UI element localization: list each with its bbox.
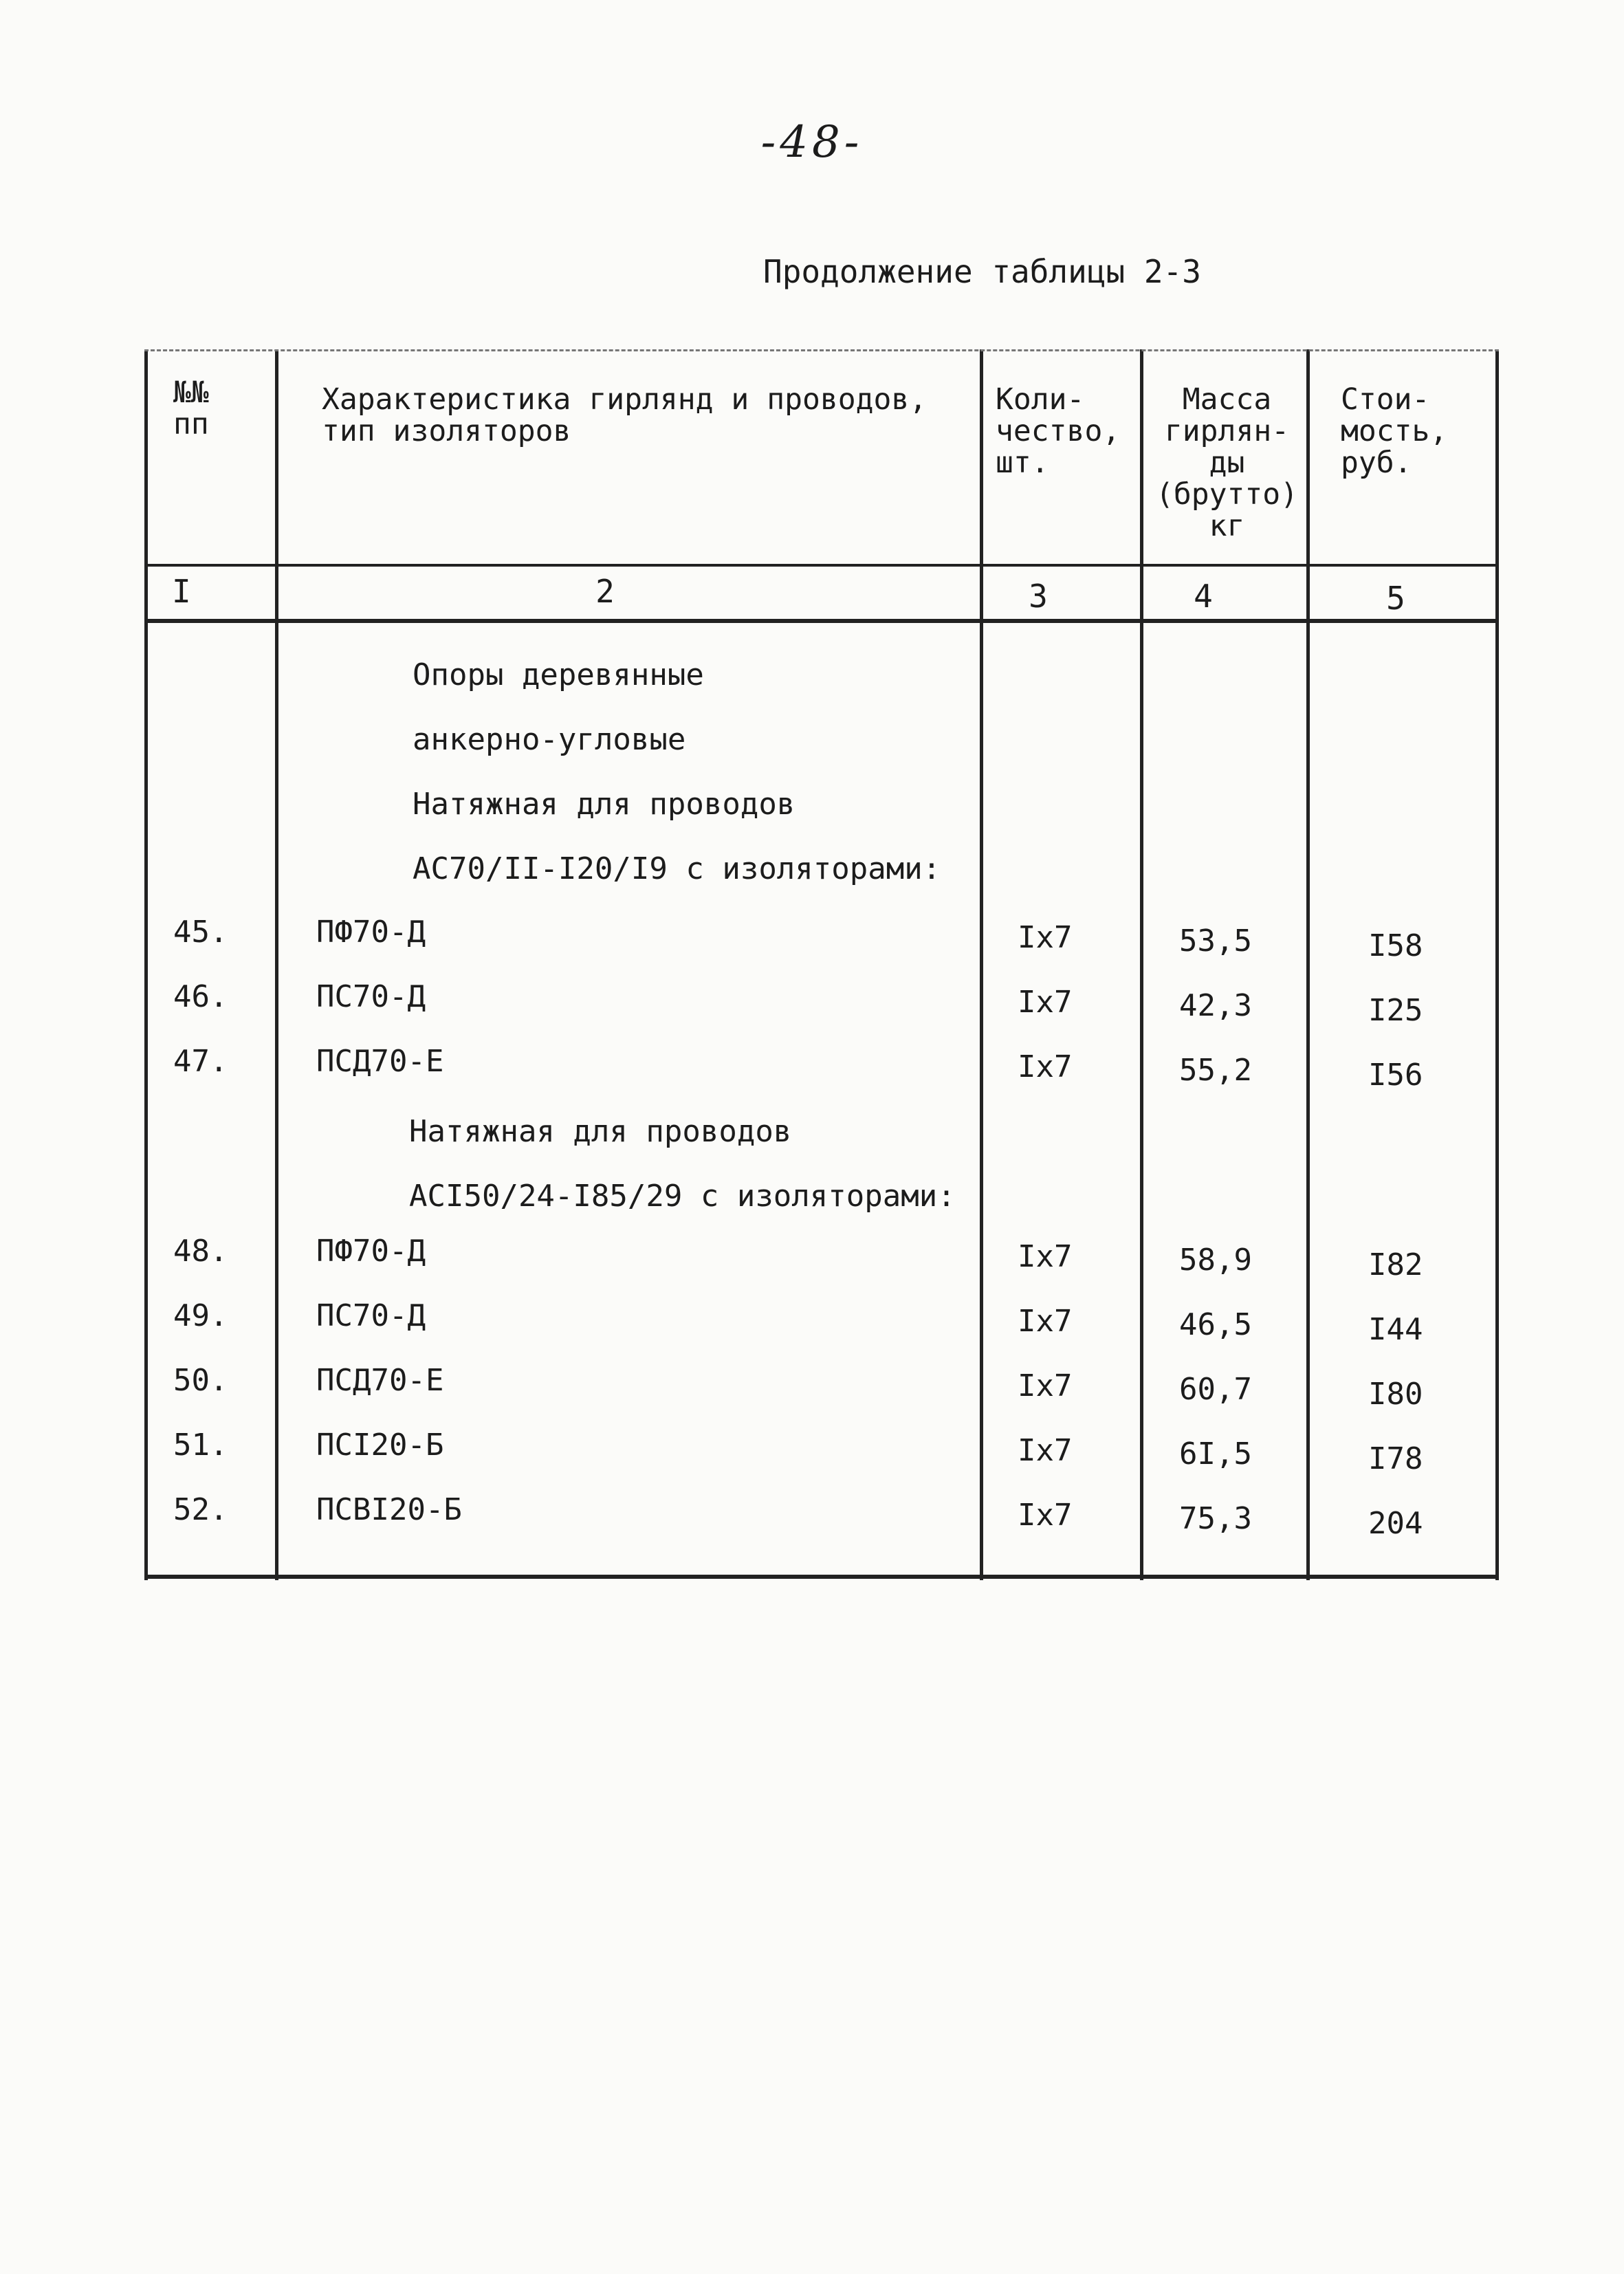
column-number: 3 <box>1029 578 1048 615</box>
row-number: 48. <box>173 1234 228 1269</box>
mass-value: 42,3 <box>1179 988 1252 1023</box>
mass-value: 6I,5 <box>1179 1436 1252 1472</box>
mass-value: 58,9 <box>1179 1243 1252 1278</box>
table-border-right <box>1495 349 1499 1580</box>
table-caption: Продолжение таблицы 2-3 <box>763 253 1201 290</box>
row-number: 52. <box>173 1492 228 1527</box>
section-heading: АСI50/24-I85/29 с изоляторами: <box>409 1179 956 1214</box>
insulator-type: ПФ70-Д <box>316 1234 426 1269</box>
cost-value: I25 <box>1368 993 1423 1028</box>
cost-value: I78 <box>1368 1441 1423 1476</box>
cost-value: I80 <box>1368 1377 1423 1412</box>
column-divider <box>275 349 278 1580</box>
column-number: 2 <box>595 573 615 610</box>
table-bottom-rule <box>144 1575 1499 1579</box>
mass-value: 75,3 <box>1179 1501 1252 1536</box>
row-number: 51. <box>173 1428 228 1463</box>
quantity-value: Iх7 <box>1018 985 1073 1020</box>
section-heading: Натяжная для проводов <box>413 787 795 822</box>
insulator-type: ПСI20-Б <box>316 1428 444 1463</box>
cost-value: 204 <box>1368 1506 1423 1541</box>
header-quantity: Коли- чество, шт. <box>996 382 1121 480</box>
row-number: 47. <box>173 1044 228 1079</box>
header-mass: Масса гирлян- ды (брутто) кг <box>1155 382 1299 543</box>
section-heading: анкерно-угловые <box>413 722 686 757</box>
quantity-value: Iх7 <box>1018 1498 1073 1533</box>
mass-value: 55,2 <box>1179 1053 1252 1088</box>
insulator-type: ПСД70-Е <box>316 1363 444 1398</box>
column-divider <box>980 349 983 1580</box>
section-heading: Натяжная для проводов <box>409 1114 792 1149</box>
table-frame <box>144 349 1499 1580</box>
column-number: I <box>172 573 191 610</box>
quantity-value: Iх7 <box>1018 920 1073 955</box>
header-cost: Стои- мость, руб. <box>1341 382 1448 480</box>
cost-value: I82 <box>1368 1247 1423 1282</box>
cost-value: I56 <box>1368 1058 1423 1093</box>
quantity-value: Iх7 <box>1018 1368 1073 1403</box>
column-number-rule <box>144 619 1499 623</box>
cost-value: I44 <box>1368 1312 1423 1347</box>
table-top-rule <box>144 349 1499 351</box>
insulator-type: ПСВI20-Б <box>316 1492 462 1527</box>
insulator-type: ПС70-Д <box>316 979 426 1014</box>
row-number: 45. <box>173 915 228 950</box>
row-number: 50. <box>173 1363 228 1398</box>
insulator-type: ПСД70-Е <box>316 1044 444 1079</box>
quantity-value: Iх7 <box>1018 1049 1073 1084</box>
insulator-type: ПС70-Д <box>316 1298 426 1333</box>
header-rule <box>144 564 1499 567</box>
mass-value: 53,5 <box>1179 923 1252 959</box>
column-number: 5 <box>1386 580 1405 617</box>
quantity-value: Iх7 <box>1018 1239 1073 1274</box>
column-divider <box>1140 349 1143 1580</box>
quantity-value: Iх7 <box>1018 1304 1073 1339</box>
row-number: 49. <box>173 1298 228 1333</box>
section-heading: АС70/II-I20/I9 с изоляторами: <box>413 851 941 886</box>
column-divider <box>1306 349 1310 1580</box>
row-number: 46. <box>173 979 228 1014</box>
header-number: №№ пп <box>173 375 209 441</box>
header-description: Характеристика гирлянд и проводов, тип изоляторов <box>322 382 928 448</box>
column-number: 4 <box>1194 578 1213 615</box>
section-heading: Опоры деревянные <box>413 657 704 692</box>
quantity-value: Iх7 <box>1018 1433 1073 1468</box>
page-number: -48- <box>760 117 864 168</box>
mass-value: 60,7 <box>1179 1372 1252 1407</box>
cost-value: I58 <box>1368 928 1423 963</box>
table-border-left <box>144 349 148 1580</box>
mass-value: 46,5 <box>1179 1307 1252 1342</box>
insulator-type: ПФ70-Д <box>316 915 426 950</box>
